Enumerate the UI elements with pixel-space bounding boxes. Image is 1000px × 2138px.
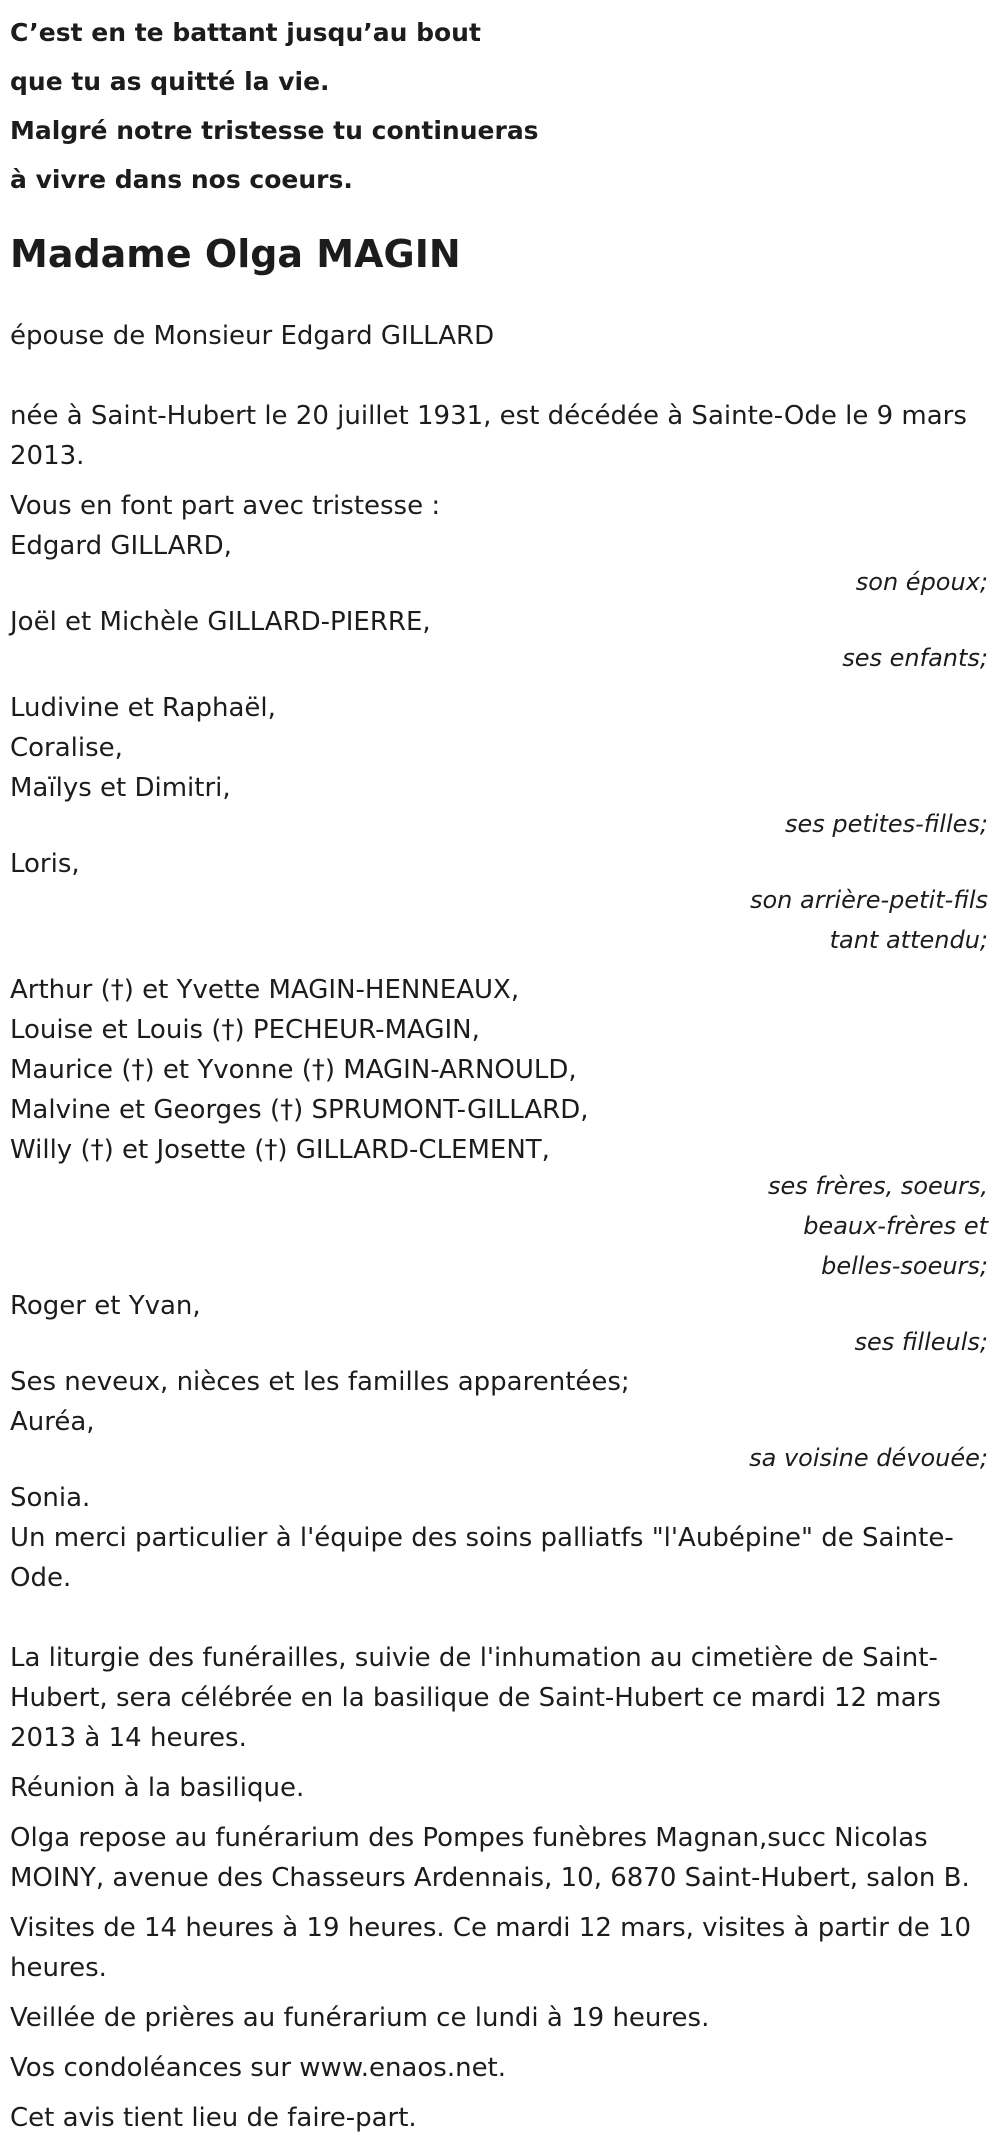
family-role: tant attendu; [829, 926, 988, 954]
relatives-line: Ses neveux, nièces et les familles apparentées; [10, 1367, 630, 1397]
condolences-line: Vos condoléances sur www.enaos.net. [10, 2053, 507, 2083]
family-member-name: Sonia. [10, 1483, 91, 1513]
family-member-name: Maïlys et Dimitri, [10, 773, 231, 803]
family-role: ses petites-filles; [784, 810, 988, 838]
family-role: sa voisine dévouée; [749, 1444, 988, 1472]
poem-line: à vivre dans nos coeurs. [10, 165, 353, 194]
family-role: beaux-frères et [803, 1212, 988, 1240]
family-role: ses frères, soeurs, [767, 1172, 988, 1200]
vigil-line: Veillée de prières au funérarium ce lundi à 19 heures. [10, 2003, 710, 2033]
family-member-name: Ludivine et Raphaël, [10, 693, 276, 723]
family-role: belles-soeurs; [821, 1252, 988, 1280]
family-member-name: Coralise, [10, 733, 123, 763]
family-member-name: Auréa, [10, 1407, 95, 1437]
birth-death-line: née à Saint-Hubert le 20 juillet 1931, est décédée à Sainte-Ode le 9 mars 2013. [10, 401, 967, 471]
family-member-name: Arthur (†) et Yvette MAGIN-HENNEAUX, [10, 975, 520, 1005]
poem-line: Malgré notre tristesse tu continueras [10, 116, 539, 145]
family-member-name: Joël et Michèle GILLARD-PIERRE, [10, 607, 431, 637]
liturgy-line: La liturgie des funérailles, suivie de l'inhumation au cimetière de Saint-Hubert, sera célébrée en la basilique de Saint-Hubert ce mardi 12 mars 2013 à 14 heures. [10, 1643, 941, 1753]
poem-line: C’est en te battant jusqu’au bout [10, 18, 481, 47]
notice-line: Cet avis tient lieu de faire-part. [10, 2103, 417, 2133]
deceased-name: Madame Olga MAGIN [10, 232, 461, 276]
family-member-name: Roger et Yvan, [10, 1291, 201, 1321]
family-member-name: Maurice (†) et Yvonne (†) MAGIN-ARNOULD, [10, 1055, 577, 1085]
reunion-line: Réunion à la basilique. [10, 1773, 305, 1803]
thanks-line: Un merci particulier à l'équipe des soins palliatfs "l'Aubépine" de Sainte-Ode. [10, 1523, 954, 1593]
family-role: ses enfants; [842, 644, 988, 672]
funerarium-line: Olga repose au funérarium des Pompes funèbres Magnan,succ Nicolas MOINY, avenue des Chasseurs Ardennais, 10, 6870 Saint-Hubert, salon B. [10, 1823, 970, 1893]
family-member-name: Edgard GILLARD, [10, 531, 232, 561]
family-role: son arrière-petit-fils [749, 886, 988, 914]
poem-line: que tu as quitté la vie. [10, 67, 330, 96]
visits-line: Visites de 14 heures à 19 heures. Ce mardi 12 mars, visites à partir de 10 heures. [10, 1913, 972, 1983]
family-member-name: Willy (†) et Josette (†) GILLARD-CLEMENT, [10, 1135, 550, 1165]
family-role: ses filleuls; [854, 1328, 988, 1356]
poem [10, 0, 990, 204]
family-member-name: Loris, [10, 849, 80, 879]
family-list [10, 486, 990, 1518]
family-member-name: Malvine et Georges (†) SPRUMONT-GILLARD, [10, 1095, 589, 1125]
spouse-line: épouse de Monsieur Edgard GILLARD [10, 321, 495, 351]
family-role: son époux; [855, 568, 988, 596]
announce-intro: Vous en font part avec tristesse : [10, 491, 441, 521]
family-member-name: Louise et Louis (†) PECHEUR-MAGIN, [10, 1015, 480, 1045]
